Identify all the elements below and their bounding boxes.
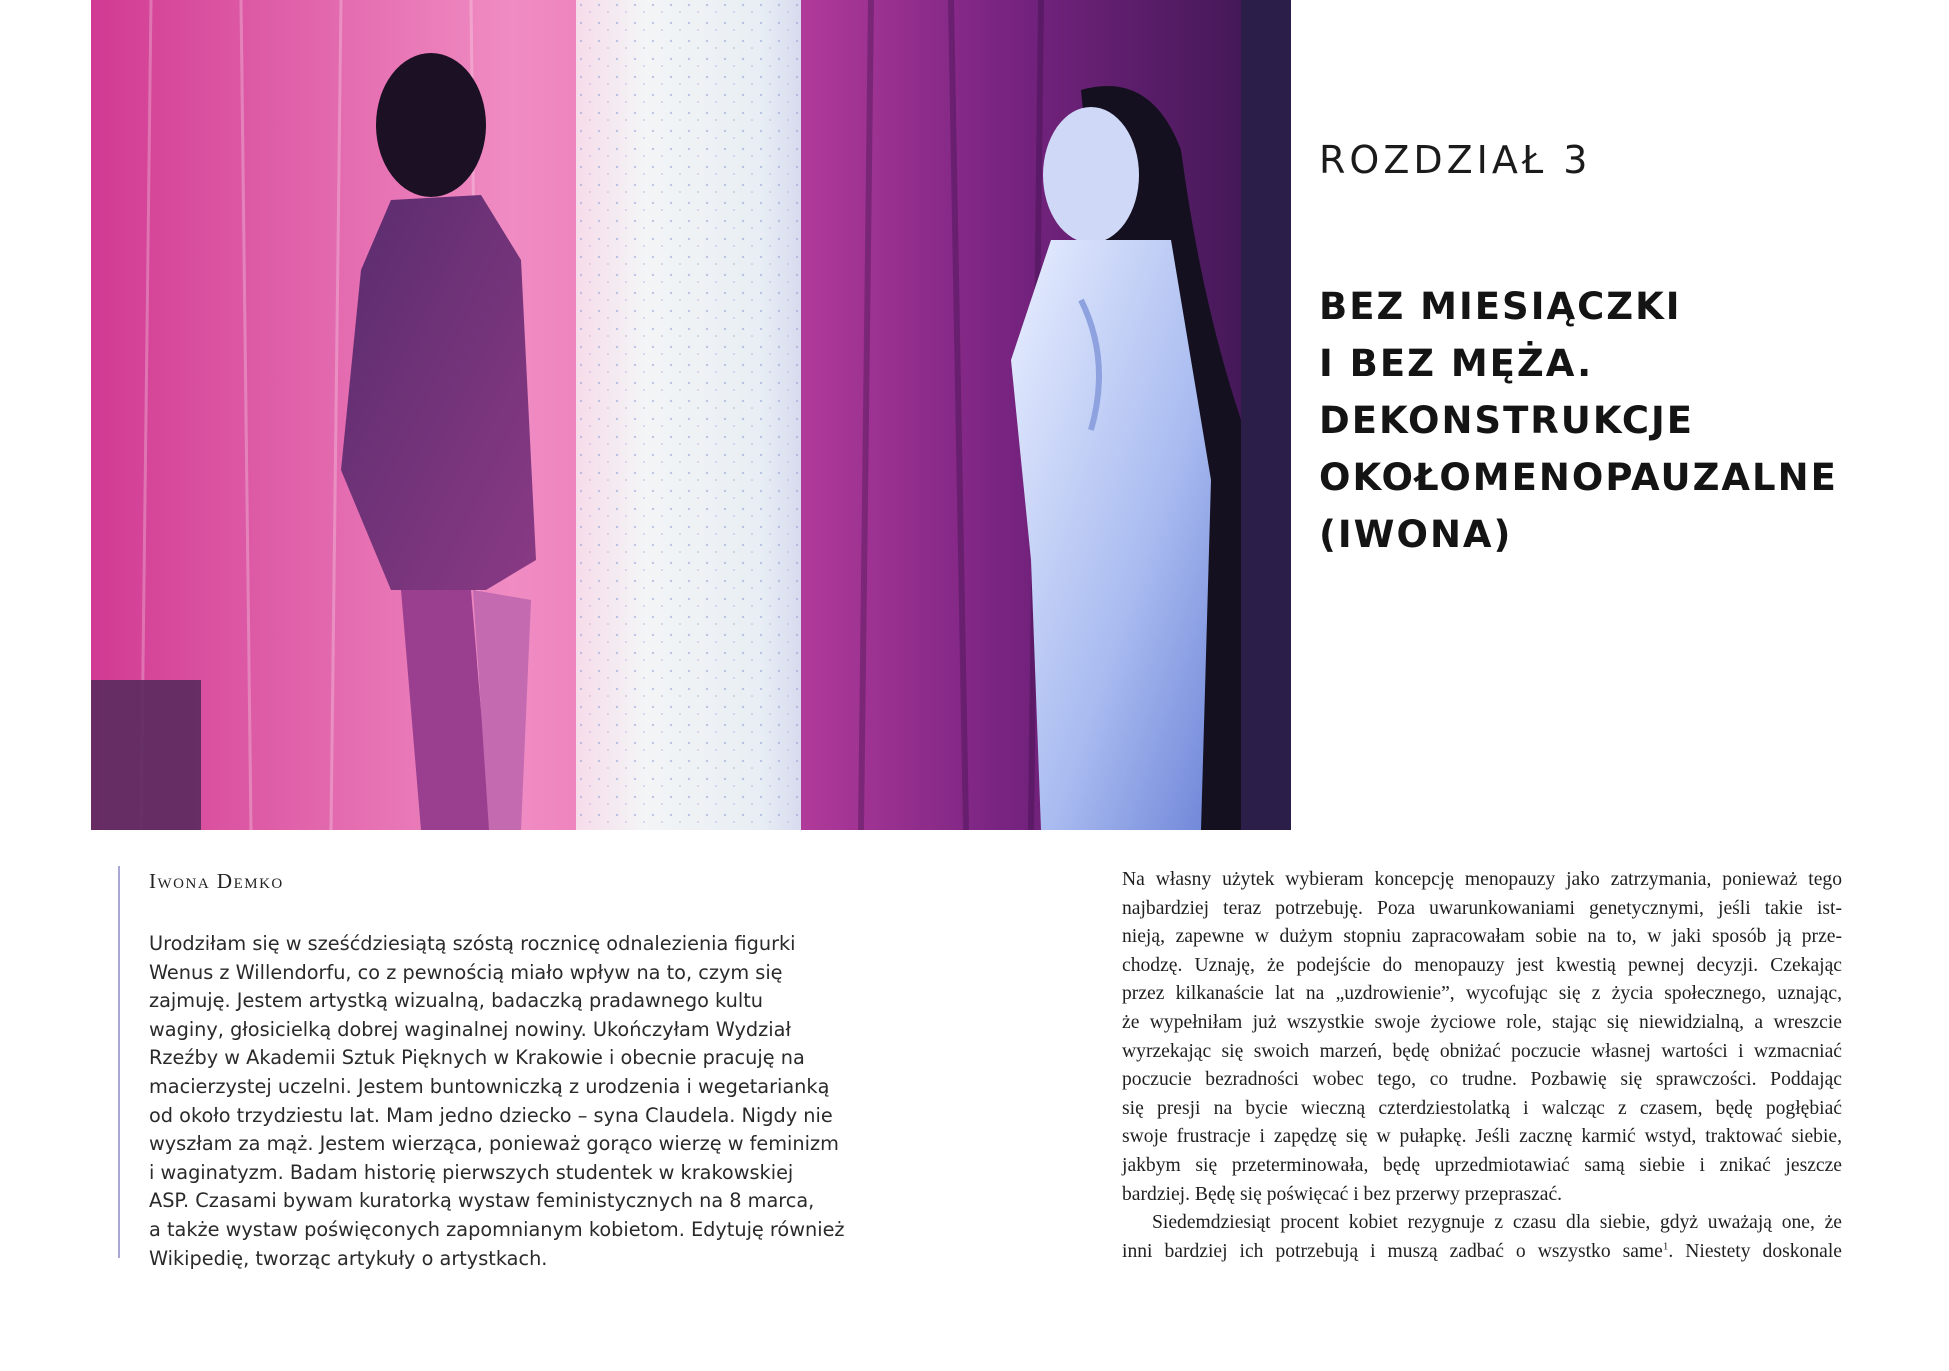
bio-text — [149, 930, 849, 1273]
footnote-mark[interactable]: 1 — [1662, 1240, 1669, 1253]
body-text — [1122, 866, 1842, 1266]
body-text-run: . Niestety doskonale — [1668, 1240, 1842, 1262]
body-line: Na własny użytek wybieram koncepcję menopauzy jako zatrzymania, ponieważ tego — [1122, 869, 1842, 890]
author-bio — [118, 866, 849, 1270]
bio-line: od około trzydziestu lat. Mam jedno dziecko – syna Claudela. Nigdy nie — [149, 1103, 833, 1127]
body-line: się presji na bycie wieczną czterdziestolatką i walcząc z czasem, będę pogłębiać — [1122, 1097, 1842, 1119]
body-line: przez kilkanaście lat na „uzdrowienie”, wycofując się z życia społecznego, uznając, — [1122, 983, 1842, 1005]
chapter-title-line: DEKONSTRUKCJE — [1319, 399, 1695, 442]
body-line: wyrzekając się swoich marzeń, będę obniżać poczucie własnej wartości i wzmacniać — [1122, 1040, 1842, 1062]
bio-line: ASP. Czasami bywam kuratorką wystaw feministycznych na 8 marca, — [149, 1189, 815, 1213]
bio-line: Wenus z Willendorfu, co z pewnością miało wpływ na to, czym się — [149, 960, 783, 984]
body-line: chodzę. Uznaję, że podejście do menopauzy jest kwestią pewnej decyzji. Czekając — [1122, 954, 1842, 976]
bio-line: Wikipedię, tworząc artykuły o artystkach. — [149, 1246, 548, 1270]
bio-line: zajmuję. Jestem artystką wizualną, badaczką pradawnego kultu — [149, 989, 763, 1013]
body-line: poczucie bezradności wobec tego, co trudne. Pozbawię się sprawczości. Poddając — [1122, 1069, 1842, 1091]
bio-line: waginy, głosicielką dobrej waginalnej nowiny. Ukończyłam Wydział — [149, 1017, 791, 1041]
chapter-photo — [91, 0, 1291, 830]
body-line: że wypełniłam już wszystkie swoje życiowe role, stając się niewidzialną, a wreszcie — [1122, 1011, 1842, 1033]
bio-line: wyszłam za mąż. Jestem wierząca, ponieważ gorąco wierzę w feminizm — [149, 1132, 839, 1156]
chapter-title-line: BEZ MIESIĄCZKI — [1319, 285, 1682, 328]
chapter-title — [1319, 278, 1919, 563]
bio-line: macierzystej uczelni. Jestem buntowniczką z urodzenia i wegetarianką — [149, 1074, 830, 1098]
body-line: najbardziej teraz potrzebuję. Poza uwarunkowaniami genetycznymi, jeśli takie ist- — [1122, 897, 1842, 919]
body-line: Siedemdziesiąt procent kobiet rezygnuje z czasu dla siebie, gdyż uważają one, że — [1152, 1212, 1842, 1234]
bio-line: Urodziłam się w sześćdziesiątą szóstą rocznicę odnalezienia figurki — [149, 932, 796, 955]
body-line: nieją, zapewne w dużym stopniu zapracowałam sobie na to, w jaki sposób ją prze- — [1122, 926, 1842, 948]
chapter-title-line: OKOŁOMENOPAUZALNE — [1319, 456, 1838, 499]
bio-line: a także wystaw poświęconych zapomnianym kobietom. Edytuję również — [149, 1217, 845, 1241]
body-text-run: inni bardziej ich potrzebują i muszą zadbać o wszystko same — [1122, 1240, 1663, 1262]
chapter-label: ROZDZIAŁ 3 — [1319, 138, 1592, 182]
chapter-title-line: I BEZ MĘŻA. — [1319, 342, 1594, 385]
author-name: Iwona Demko — [149, 869, 284, 893]
body-line: swoje frustracje i zapędzę się w pułapkę. Jeśli zacznę karmić wstyd, traktować siebie, — [1122, 1126, 1842, 1148]
chapter-title-line: (IWONA) — [1319, 513, 1513, 556]
bio-line: Rzeźby w Akademii Sztuk Pięknych w Krakowie i obecnie pracuję na — [149, 1046, 805, 1070]
bio-line: i waginatyzm. Badam historię pierwszych studentek w krakowskiej — [149, 1160, 794, 1184]
body-line — [1122, 1238, 1842, 1267]
body-line: bardziej. Będę się poświęcać i bez przerwy przepraszać. — [1122, 1183, 1563, 1205]
body-line: jakbym się przeterminowała, będę uprzedmiotawiać samą siebie i znikać jeszcze — [1122, 1154, 1842, 1176]
